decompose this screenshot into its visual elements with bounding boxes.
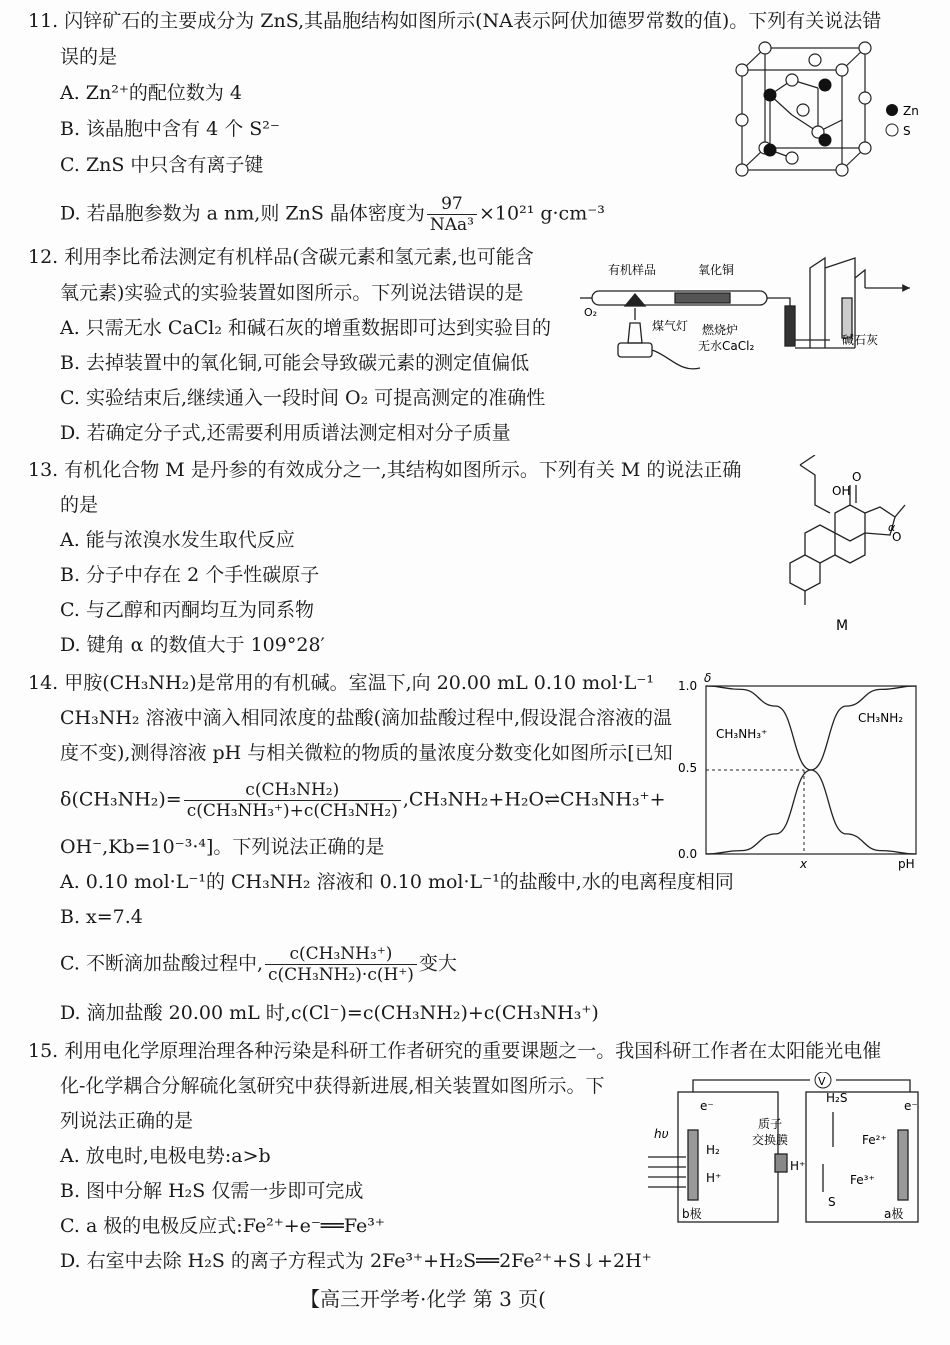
q14-option-c-numerator: c(CH₃NH₃⁺) [265, 944, 417, 965]
label-b-electrode: b极 [682, 1207, 702, 1221]
label-light: hυ [654, 1127, 669, 1141]
zn-atom [764, 89, 777, 102]
q14-option-d: D. 滴加盐酸 20.00 mL 时,c(Cl⁻)=c(CH₃NH₂)+c(CH₃NH₃⁺) [60, 1002, 599, 1024]
zn-atom [819, 79, 832, 92]
label-a-electrode: a极 [884, 1207, 904, 1221]
q14-equilibrium: ,CH₃NH₂+H₂O⇌CH₃NH₃⁺+ [402, 788, 666, 811]
y-tick-1.0: 1.0 [678, 679, 698, 693]
liebig-apparatus-figure [580, 248, 925, 383]
page-footer: 【高三开学考·化学 第 3 页( [300, 1287, 546, 1311]
legend-zn-label: Zn [903, 104, 919, 118]
label-molecule-m: M [836, 618, 849, 634]
q14-option-c-fraction [265, 944, 417, 985]
label-voltmeter: V [818, 1075, 826, 1088]
q11-fraction-numerator: 97 [427, 194, 477, 215]
label-gas-lamp: 煤气灯 [652, 319, 689, 333]
label-anhydrous-cacl2: 无水CaCl₂ [698, 339, 755, 353]
q14-option-a: A. 0.10 mol·L⁻¹的 CH₃NH₂ 溶液和 0.10 mol·L⁻¹的盐酸中,水的电离程度相同 [60, 871, 734, 893]
electrolysis-cell-figure [648, 1072, 928, 1227]
q11-density-fraction [427, 194, 477, 235]
label-hplus-left: H⁺ [706, 1171, 722, 1185]
label-h2s: H₂S [826, 1091, 848, 1105]
cacl2-tube [785, 306, 795, 346]
label-soda-lime: 碱石灰 [842, 333, 879, 347]
q12-option-c: C. 实验结束后,继续通入一段时间 O₂ 可提高测定的准确性 [60, 387, 546, 409]
q11-option-d-prefix: D. 若晶胞参数为 a nm,则 ZnS 晶体密度为 [60, 202, 425, 225]
q12-option-a: A. 只需无水 CaCl₂ 和碱石灰的增重数据即可达到实验目的 [60, 317, 551, 339]
zn-atom [764, 144, 777, 157]
q11-option-c: C. ZnS 中只含有离子键 [60, 154, 264, 176]
q14-stem-line3: 度不变),测得溶液 pH 与相关微粒的物质的量浓度分数变化如图所示[已知 [60, 742, 673, 764]
zns-crystal-figure [730, 40, 940, 190]
b-electrode [688, 1130, 698, 1200]
label-membrane-2: 交换膜 [752, 1133, 789, 1147]
label-hydroxyl: OH [832, 484, 851, 498]
label-sulfur: S [828, 1195, 836, 1209]
label-alpha: α [888, 521, 896, 534]
label-carbonyl-o: O [852, 470, 862, 484]
q15-stem-line3: 列说法正确的是 [60, 1110, 194, 1132]
q12-option-d: D. 若确定分子式,还需要利用质谱法测定相对分子质量 [60, 422, 511, 444]
q15-stem-line1: 15. 利用电化学原理治理各种污染是科研工作者研究的重要课题之一。我国科研工作者在太阳能光电催 [28, 1040, 882, 1062]
q14-stem-line1: 14. 甲胺(CH₃NH₂)是常用的有机碱。室温下,向 20.00 mL 0.10 mol·L⁻¹ [28, 672, 654, 694]
label-e-left: e⁻ [700, 1099, 714, 1113]
q15-option-d: D. 右室中去除 H₂S 的离子方程式为 2Fe³⁺+H₂S══2Fe²⁺+S↓+2H⁺ [60, 1250, 652, 1272]
q15-option-b: B. 图中分解 H₂S 仅需一步即可完成 [60, 1180, 364, 1202]
q14-option-c-denominator: c(CH₃NH₂)·c(H⁺) [267, 965, 414, 985]
q11-option-d [60, 194, 605, 235]
legend-s-dot [886, 124, 898, 136]
legend-zn-dot [886, 104, 898, 116]
label-hplus-right: H⁺ [790, 1159, 806, 1173]
q11-stem-line1: 11. 闪锌矿石的主要成分为 ZnS,其晶胞结构如图所示(NA表示阿伏加德罗常数的值)。下列有关说法错 [28, 10, 882, 32]
q13-option-b: B. 分子中存在 2 个手性碳原子 [60, 564, 320, 586]
series-ch3nh3-label: CH₃NH₃⁺ [716, 727, 768, 741]
label-e-right: e⁻ [904, 1099, 918, 1113]
label-h2: H₂ [706, 1143, 720, 1157]
zn-atom [819, 134, 832, 147]
q11-stem-line2: 误的是 [60, 46, 118, 68]
q11-option-d-suffix: ×10²¹ g·cm⁻³ [478, 202, 605, 225]
q11-option-a: A. Zn²⁺的配位数为 4 [60, 82, 243, 104]
q15-option-a: A. 放电时,电极电势:a>b [60, 1145, 271, 1167]
q12-stem-line1: 12. 利用李比希法测定有机样品(含碳元素和氢元素,也可能含 [28, 246, 534, 268]
q14-delta-numerator: c(CH₃NH₂) [184, 780, 401, 801]
q14-delta-denominator: c(CH₃NH₃⁺)+c(CH₃NH₂) [186, 801, 398, 821]
q13-stem-line2: 的是 [60, 494, 99, 516]
q12-option-b: B. 去掉装置中的氧化铜,可能会导致碳元素的测定值偏低 [60, 352, 530, 374]
proton-membrane [775, 1154, 787, 1172]
delta-ph-chart [676, 672, 926, 872]
q15-option-c: C. a 极的电极反应式:Fe²⁺+e⁻══Fe³⁺ [60, 1215, 385, 1237]
x-axis-label: pH [898, 857, 915, 871]
q14-option-b: B. x=7.4 [60, 906, 143, 928]
q14-stem-line2: CH₃NH₂ 溶液中滴入相同浓度的盐酸(滴加盐酸过程中,假设混合溶液的温 [60, 707, 673, 729]
label-fe3: Fe³⁺ [850, 1173, 875, 1187]
a-electrode [898, 1130, 908, 1200]
q14-delta-prefix: δ(CH₃NH₂)= [60, 788, 182, 811]
label-copper-oxide: 氧化铜 [698, 263, 735, 277]
y-axis-label: δ [704, 672, 712, 685]
q12-stem-line2: 氧元素)实验式的实验装置如图所示。下列说法错误的是 [60, 282, 524, 304]
q15-stem-line2: 化-化学耦合分解硫化氢研究中获得新进展,相关装置如图所示。下 [60, 1075, 605, 1097]
soda-lime-tube [842, 298, 852, 338]
q13-option-c: C. 与乙醇和丙酮均互为同系物 [60, 599, 314, 621]
molecule-m-figure [770, 455, 930, 640]
q14-delta-fraction [184, 780, 401, 821]
q13-option-d: D. 键角 α 的数值大于 109°28′ [60, 634, 325, 656]
q14-option-c [60, 944, 457, 985]
label-membrane-1: 质子 [758, 1117, 783, 1131]
q11-fraction-denominator: NAa³ [429, 215, 474, 235]
q14-stem-line4 [60, 780, 666, 821]
label-oxygen: O₂ [584, 306, 598, 319]
series-ch3nh2-label: CH₃NH₂ [858, 711, 904, 725]
y-tick-0.5: 0.5 [678, 761, 698, 775]
q14-option-c-suffix: 变大 [418, 952, 457, 975]
q14-option-c-prefix: C. 不断滴加盐酸过程中, [60, 952, 263, 975]
legend-s-label: S [903, 124, 911, 138]
x-mark-label: x [800, 857, 808, 871]
label-furnace: 燃烧炉 [702, 323, 739, 337]
label-ring-o: O [892, 530, 902, 544]
label-organic-sample: 有机样品 [608, 263, 657, 277]
q13-option-a: A. 能与浓溴水发生取代反应 [60, 529, 295, 551]
label-fe2: Fe²⁺ [862, 1133, 887, 1147]
y-tick-0.0: 0.0 [678, 847, 698, 861]
q13-stem-line1: 13. 有机化合物 M 是丹参的有效成分之一,其结构如图所示。下列有关 M 的说法正确 [28, 459, 742, 481]
q11-option-b: B. 该晶胞中含有 4 个 S²⁻ [60, 118, 280, 140]
q14-stem-line5: OH⁻,Kb=10⁻³·⁴]。下列说法正确的是 [60, 836, 385, 858]
copper-oxide-fill [675, 293, 730, 303]
